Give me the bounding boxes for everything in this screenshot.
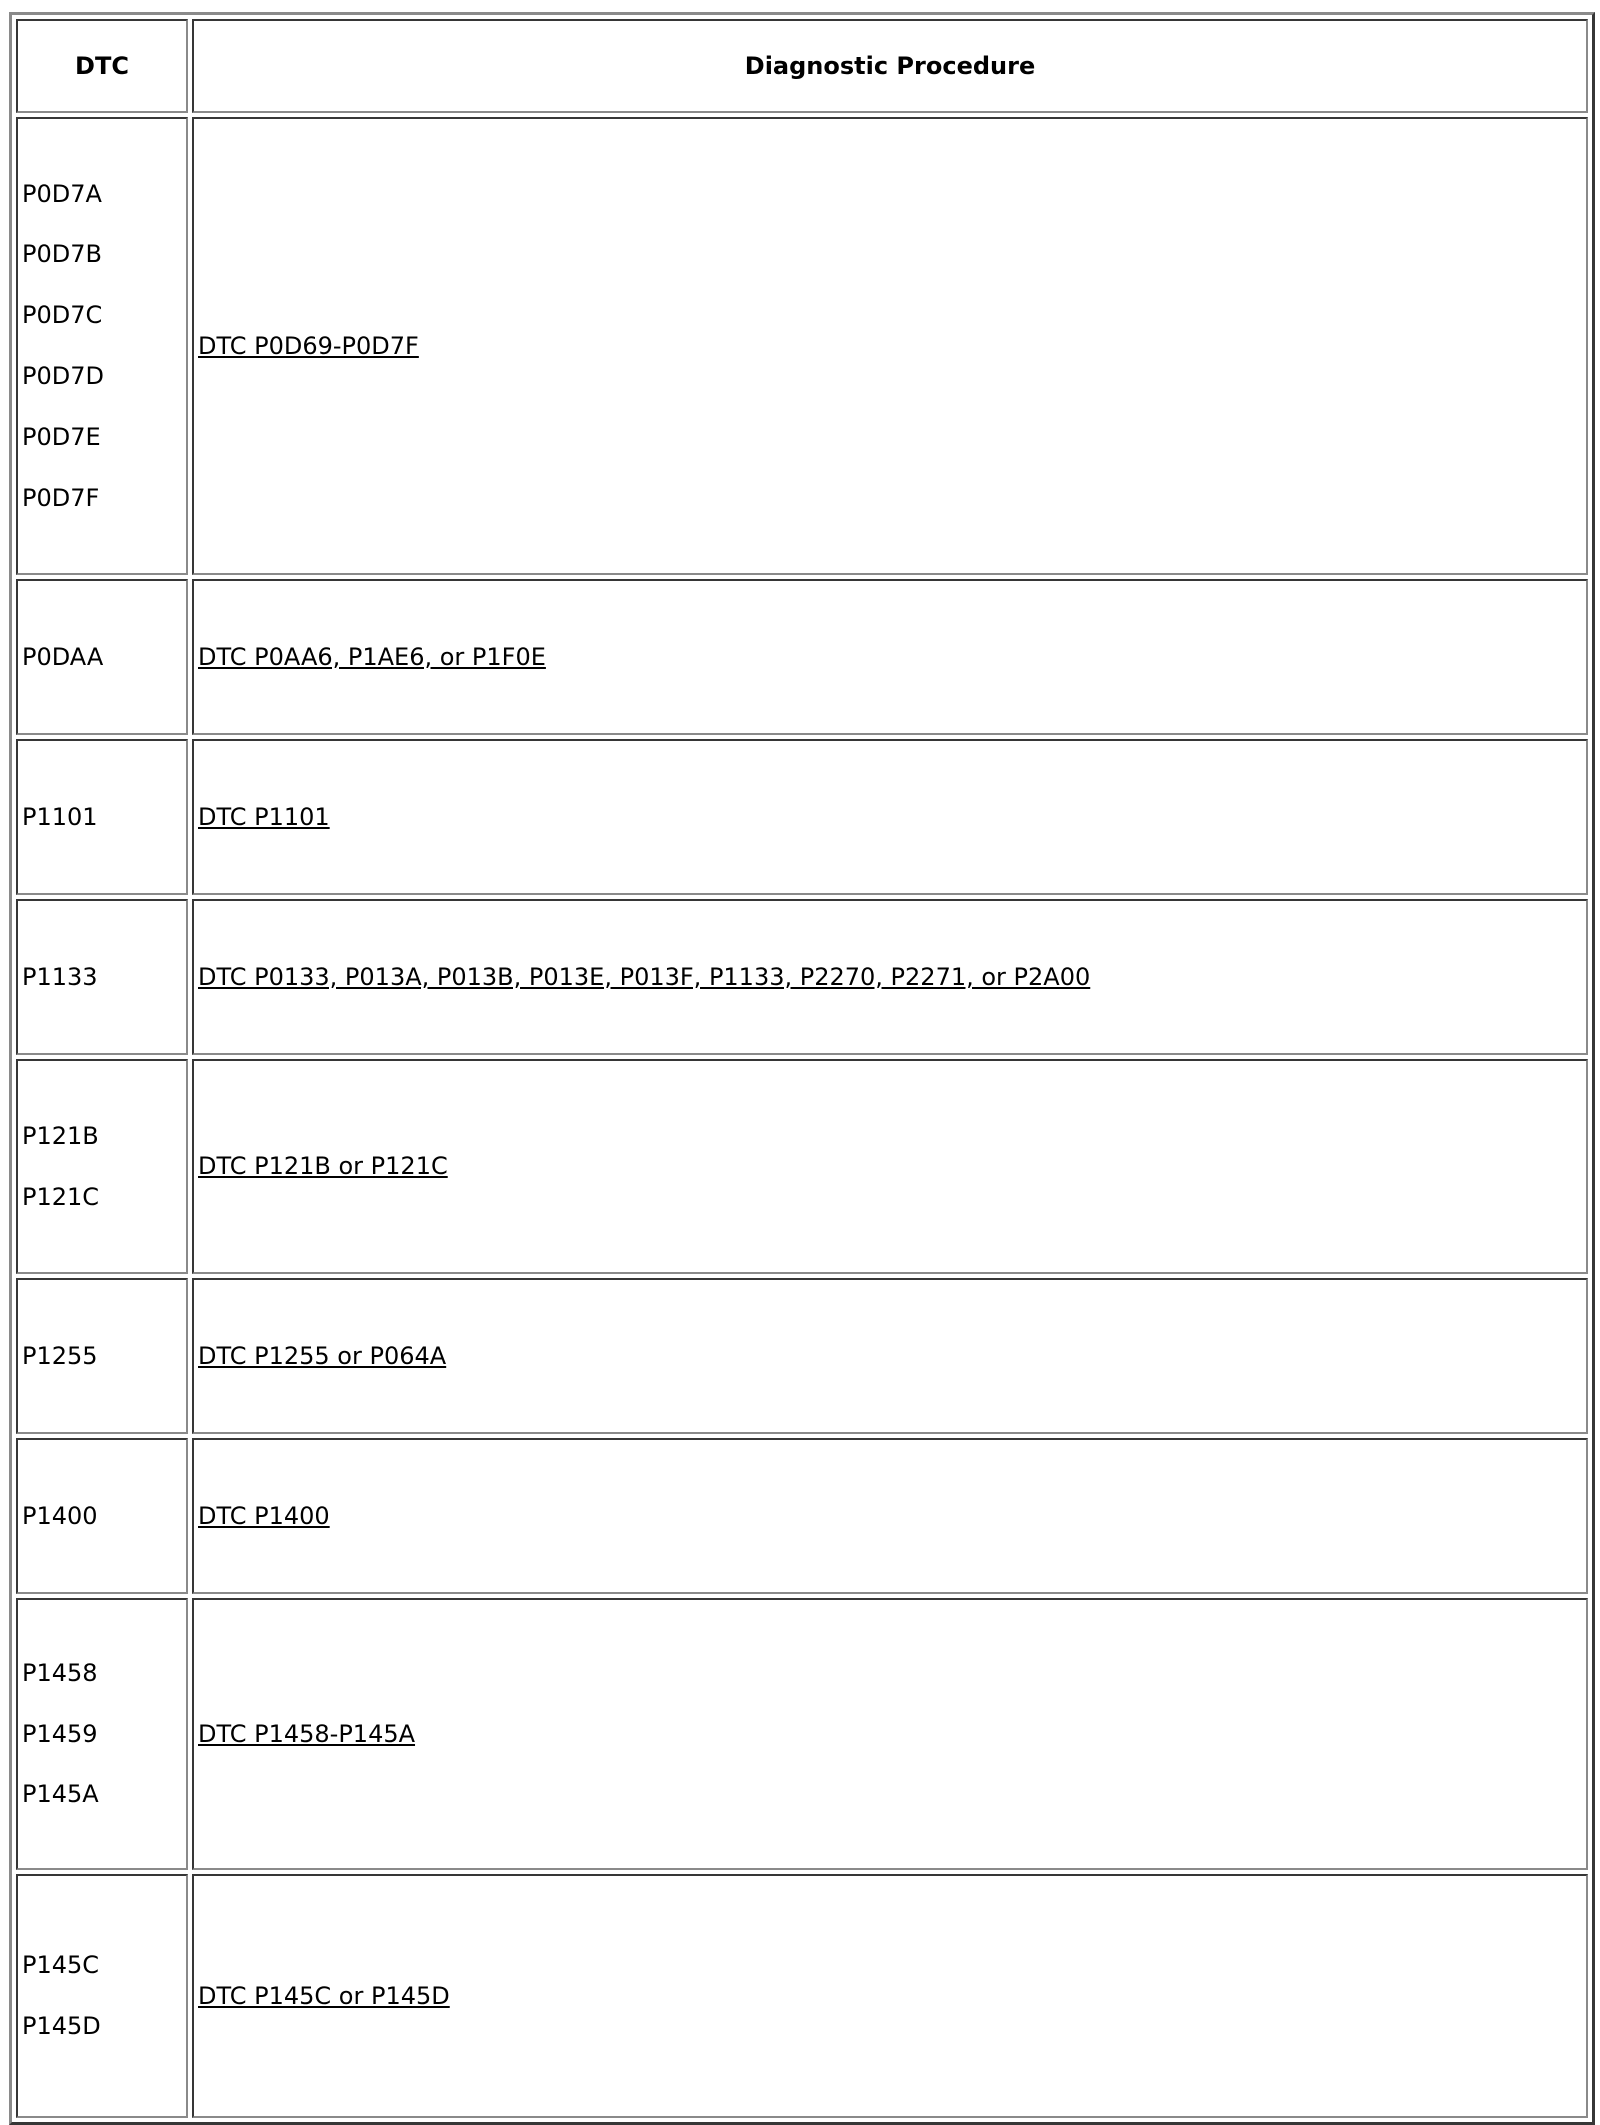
table-row (16, 117, 1588, 575)
procedure-link[interactable]: DTC P1101 (198, 802, 330, 831)
dtc-code: P0D7B (22, 240, 102, 269)
dtc-code: P121B (22, 1121, 99, 1150)
procedure-cell (192, 1278, 1588, 1434)
dtc-code: P1101 (22, 802, 98, 831)
dtc-code: P1255 (22, 1341, 98, 1370)
procedure-link[interactable]: DTC P0D69-P0D7F (198, 331, 419, 360)
table-row (16, 899, 1588, 1055)
dtc-cell (16, 1438, 188, 1594)
table-row (16, 1059, 1588, 1274)
table-row (16, 1874, 1588, 2118)
dtc-code: P0DAA (22, 642, 104, 671)
dtc-code: P0D7A (22, 179, 102, 208)
dtc-cell (16, 1598, 188, 1870)
dtc-code: P0D7E (22, 422, 101, 451)
dtc-code: P0D7D (22, 362, 104, 390)
dtc-cell (16, 899, 188, 1055)
dtc-cell (16, 579, 188, 735)
dtc-code: P145A (22, 1780, 99, 1809)
dtc-code: P0D7F (22, 483, 100, 512)
dtc-cell (16, 1874, 188, 2118)
procedure-link[interactable]: DTC P121B or P121C (198, 1152, 448, 1181)
dtc-code: P1400 (22, 1501, 98, 1530)
procedure-cell (192, 1598, 1588, 1870)
procedure-link[interactable]: DTC P0133, P013A, P013B, P013E, P013F, P1133, P2270, P2271, or P2A00 (198, 962, 1091, 991)
procedure-cell (192, 739, 1588, 895)
procedure-cell (192, 1059, 1588, 1274)
table-row (16, 1278, 1588, 1434)
dtc-code: P1459 (22, 1719, 98, 1748)
dtc-table (9, 12, 1595, 2125)
table-row (16, 1438, 1588, 1594)
header-row (16, 19, 1588, 113)
dtc-code: P1133 (22, 962, 98, 991)
dtc-code: P121C (22, 1182, 100, 1211)
dtc-code: P145D (22, 2012, 101, 2040)
dtc-cell (16, 117, 188, 575)
table-row (16, 579, 1588, 735)
procedure-column-header: Diagnostic Procedure (192, 19, 1588, 113)
procedure-link[interactable]: DTC P1255 or P064A (198, 1341, 447, 1370)
procedure-cell (192, 1438, 1588, 1594)
dtc-code: P1458 (22, 1658, 98, 1687)
table-row (16, 1598, 1588, 1870)
dtc-cell (16, 739, 188, 895)
procedure-cell (192, 117, 1588, 575)
document (9, 12, 1595, 2125)
procedure-cell (192, 579, 1588, 735)
dtc-cell (16, 1278, 188, 1434)
procedure-cell (192, 899, 1588, 1055)
procedure-link[interactable]: DTC P145C or P145D (198, 1981, 450, 2010)
dtc-column-header: DTC (16, 19, 188, 113)
dtc-code: P0D7C (22, 301, 103, 330)
dtc-code: P145C (22, 1951, 100, 1980)
dtc-cell (16, 1059, 188, 1274)
procedure-link[interactable]: DTC P0AA6, P1AE6, or P1F0E (198, 642, 546, 671)
table-row (16, 739, 1588, 895)
procedure-link[interactable]: DTC P1458-P145A (198, 1719, 416, 1748)
procedure-cell (192, 1874, 1588, 2118)
procedure-link[interactable]: DTC P1400 (198, 1501, 330, 1530)
